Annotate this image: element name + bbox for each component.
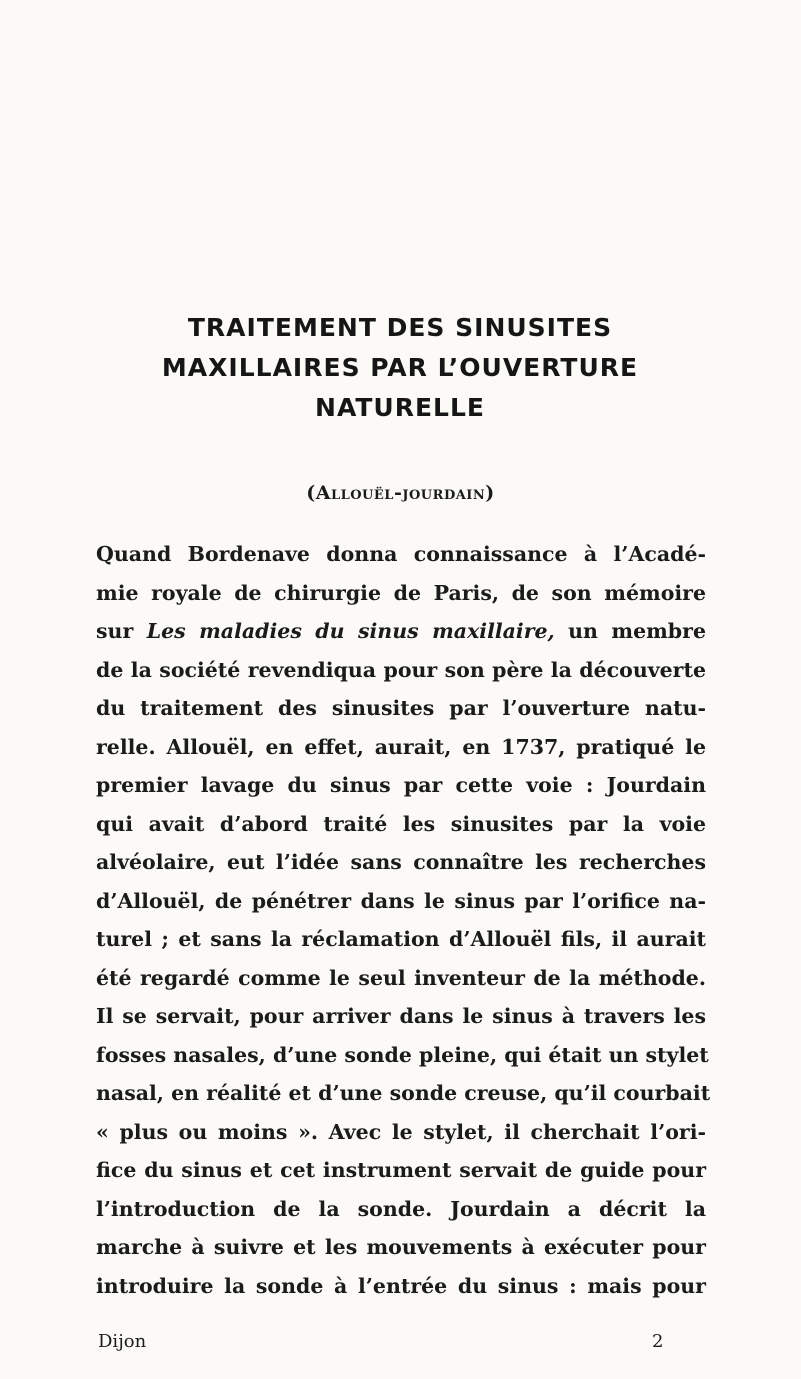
title-line-2: MAXILLAIRES PAR L’OUVERTURE bbox=[161, 353, 639, 382]
text-line: relle. Allouël, en effet, aurait, en 1737, pratiqué le bbox=[96, 734, 706, 759]
body-paragraph bbox=[96, 535, 711, 1305]
title-line-3: NATURELLE bbox=[315, 393, 485, 422]
text-line: qui avait d’abord traité les sinusites par la voie bbox=[96, 811, 706, 836]
text-line: l’introduction de la sonde. Jourdain a décrit la bbox=[96, 1196, 706, 1221]
text-line: Il se servait, pour arriver dans le sinus à travers les bbox=[96, 1004, 706, 1028]
text-line: turel ; et sans la réclamation d’Allouël fils, il aurait bbox=[96, 927, 706, 951]
text-line bbox=[96, 612, 706, 651]
text-line: fice du sinus et cet instrument servait de guide pour bbox=[96, 1158, 706, 1182]
signature-mark: 2 bbox=[652, 1331, 664, 1352]
text-line: premier lavage du sinus par cette voie : Jourdain bbox=[96, 773, 706, 797]
title-line-1: TRAITEMENT DES SINUSITES bbox=[187, 313, 613, 342]
text-line: été regardé comme le seul inventeur de la méthode. bbox=[96, 965, 706, 990]
text-line: mie royale de chirurgie de Paris, de son mémoire bbox=[96, 580, 706, 605]
text-line: d’Allouël, de pénétrer dans le sinus par l’orifice na- bbox=[96, 888, 706, 913]
text-line: alvéolaire, eut l’idée sans connaître les recherches bbox=[96, 850, 706, 874]
page-subtitle: (Allouël-jourdain) bbox=[306, 482, 495, 504]
text-line: nasal, en réalité et d’une sonde creuse, qu’il courbait bbox=[96, 1081, 711, 1105]
text-fragment: sur bbox=[96, 619, 134, 643]
signature-label: Dijon bbox=[98, 1331, 147, 1352]
text-line: marche à suivre et les mouvements à exécuter pour bbox=[96, 1235, 706, 1259]
book-title: Les maladies du sinus maxillaire, bbox=[146, 619, 555, 643]
text-line: fosses nasales, d’une sonde pleine, qui était un stylet bbox=[96, 1042, 709, 1067]
text-line: introduire la sonde à l’entrée du sinus : mais pour bbox=[96, 1273, 706, 1298]
text-line: de la société revendiqua pour son père la découverte bbox=[96, 657, 706, 682]
text-line: « plus ou moins ». Avec le stylet, il cherchait l’ori- bbox=[96, 1119, 706, 1144]
page-title bbox=[60, 308, 740, 428]
text-line: du traitement des sinusites par l’ouverture natu- bbox=[96, 696, 706, 720]
text-line: Quand Bordenave donna connaissance à l’Acadé- bbox=[96, 542, 706, 566]
text-fragment: un membre bbox=[568, 619, 706, 643]
